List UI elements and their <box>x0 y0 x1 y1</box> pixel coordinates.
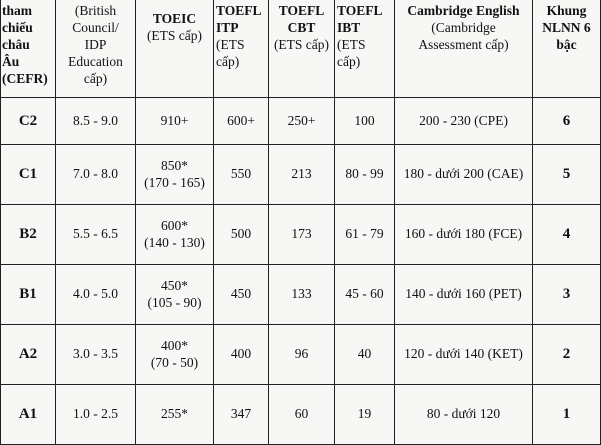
ielts-cell: 7.0 - 8.0 <box>56 145 136 205</box>
frame-cell: 1 <box>533 385 601 445</box>
table-row <box>1 325 601 385</box>
toeic-cell: 255* <box>136 385 214 445</box>
cambridge-cell: 120 - dưới 140 (KET) <box>395 325 533 385</box>
frame-cell: 6 <box>533 98 601 145</box>
cambridge-cell: 140 - dưới 160 (PET) <box>395 265 533 325</box>
header-cambridge: Cambridge English (Cambridge Assessment cấp) <box>395 0 533 98</box>
toefl-cbt-cell: 213 <box>269 145 335 205</box>
toefl-cbt-cell: 60 <box>269 385 335 445</box>
frame-cell: 2 <box>533 325 601 385</box>
toefl-cbt-cell: 250+ <box>269 98 335 145</box>
toeic-cell: 400* (70 - 50) <box>136 325 214 385</box>
header-ielts: (British Council/ IDP Education cấp) <box>56 0 136 98</box>
ielts-cell: 3.0 - 3.5 <box>56 325 136 385</box>
toefl-ibt-cell: 80 - 99 <box>335 145 395 205</box>
ielts-cell: 5.5 - 6.5 <box>56 205 136 265</box>
toefl-itp-cell: 347 <box>214 385 269 445</box>
cambridge-cell: 160 - dưới 180 (FCE) <box>395 205 533 265</box>
toefl-cbt-cell: 133 <box>269 265 335 325</box>
level-cell: B1 <box>1 265 56 325</box>
toefl-cbt-cell: 96 <box>269 325 335 385</box>
toefl-ibt-cell: 40 <box>335 325 395 385</box>
toefl-itp-cell: 550 <box>214 145 269 205</box>
level-cell: B2 <box>1 205 56 265</box>
toefl-cbt-cell: 173 <box>269 205 335 265</box>
ielts-cell: 8.5 - 9.0 <box>56 98 136 145</box>
table-row <box>1 265 601 325</box>
table-row <box>1 98 601 145</box>
header-frame: Khung NLNN 6 bậc <box>533 0 601 98</box>
toeic-cell: 450* (105 - 90) <box>136 265 214 325</box>
ielts-cell: 1.0 - 2.5 <box>56 385 136 445</box>
toefl-itp-cell: 450 <box>214 265 269 325</box>
toefl-itp-cell: 400 <box>214 325 269 385</box>
header-toefl-itp: TOEFL ITP (ETS cấp) <box>214 0 269 98</box>
header-row <box>1 0 601 98</box>
table-row <box>1 385 601 445</box>
toefl-ibt-cell: 19 <box>335 385 395 445</box>
header-toefl-cbt: TOEFL CBT (ETS cấp) <box>269 0 335 98</box>
frame-cell: 3 <box>533 265 601 325</box>
header-cefr: tham chiếu châu Âu (CEFR) <box>1 0 56 98</box>
level-cell: A2 <box>1 325 56 385</box>
frame-cell: 4 <box>533 205 601 265</box>
toeic-cell: 910+ <box>136 98 214 145</box>
toeic-cell: 850* (170 - 165) <box>136 145 214 205</box>
level-cell: C2 <box>1 98 56 145</box>
toefl-itp-cell: 500 <box>214 205 269 265</box>
header-toefl-ibt: TOEFL IBT (ETS cấp) <box>335 0 395 98</box>
cambridge-cell: 200 - 230 (CPE) <box>395 98 533 145</box>
cambridge-cell: 80 - dưới 120 <box>395 385 533 445</box>
level-cell: C1 <box>1 145 56 205</box>
level-cell: A1 <box>1 385 56 445</box>
toefl-ibt-cell: 100 <box>335 98 395 145</box>
table-row <box>1 145 601 205</box>
toefl-itp-cell: 600+ <box>214 98 269 145</box>
ielts-cell: 4.0 - 5.0 <box>56 265 136 325</box>
toefl-ibt-cell: 45 - 60 <box>335 265 395 325</box>
toefl-ibt-cell: 61 - 79 <box>335 205 395 265</box>
header-toeic: TOEIC (ETS cấp) <box>136 0 214 98</box>
toeic-cell: 600* (140 - 130) <box>136 205 214 265</box>
cambridge-cell: 180 - dưới 200 (CAE) <box>395 145 533 205</box>
table-row <box>1 205 601 265</box>
frame-cell: 5 <box>533 145 601 205</box>
